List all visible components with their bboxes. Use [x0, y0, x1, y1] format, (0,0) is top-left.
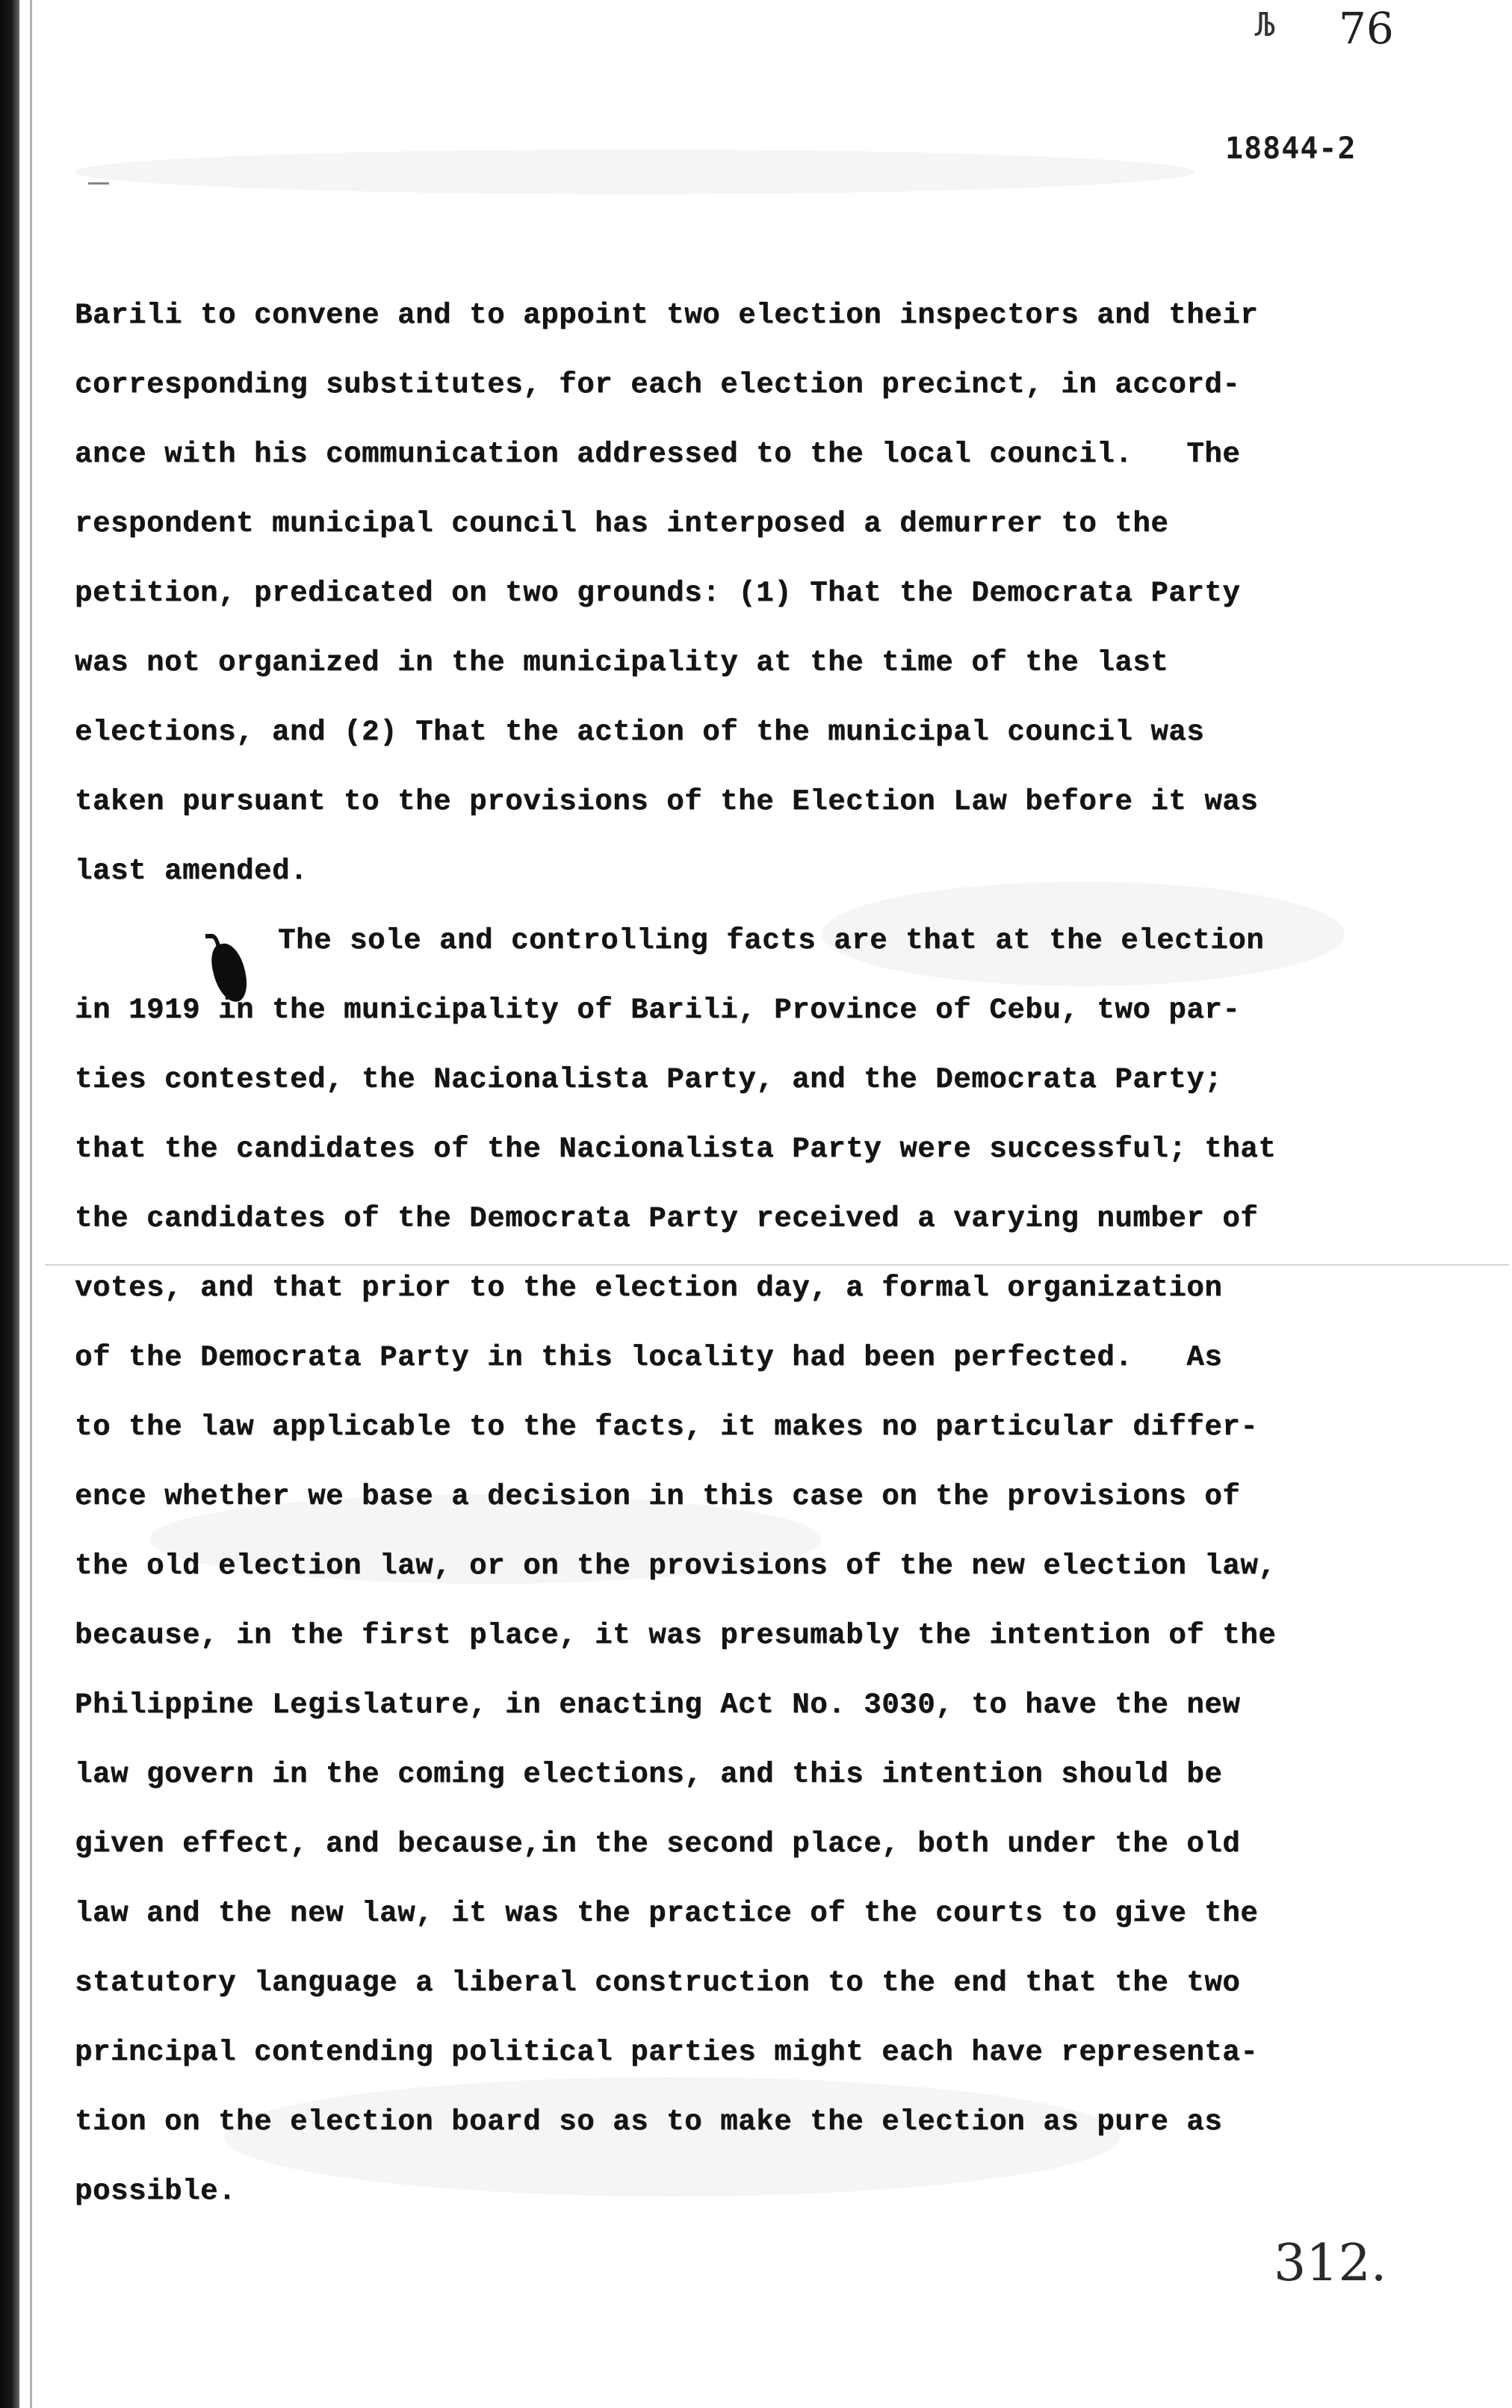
- text-line: law govern in the coming elections, and this intention should be: [75, 1758, 1223, 1791]
- text-line: Barili to convene and to appoint two election inspectors and their: [75, 299, 1259, 332]
- text-line: was not organized in the municipality at the time of the last: [75, 646, 1169, 679]
- text-line: principal contending political parties might each have representa-: [75, 2036, 1259, 2069]
- text-line: corresponding substitutes, for each election precinct, in accord-: [75, 368, 1241, 401]
- corner-mark: Љ: [1255, 6, 1275, 44]
- text-line: Philippine Legislature, in enacting Act No. 3030, to have the new: [75, 1689, 1241, 1721]
- scan-dark-edge: [0, 0, 19, 2408]
- text-line: ties contested, the Nacionalista Party, and the Democrata Party;: [75, 1063, 1223, 1096]
- document-number: 18844-2: [1225, 131, 1357, 166]
- text-line: because, in the first place, it was presumably the intention of the: [75, 1619, 1277, 1652]
- stamp-number: 312.: [1274, 2234, 1387, 2293]
- text-line: to the law applicable to the facts, it makes no particular differ-: [75, 1411, 1259, 1443]
- text-line: the old election law, or on the provisions of the new election law,: [75, 1550, 1277, 1582]
- document-body: [75, 281, 1479, 2226]
- text-line: ance with his communication addressed to the local council. The: [75, 438, 1241, 471]
- paragraph-2: [75, 906, 1479, 2226]
- text-line: The sole and controlling facts are that at the election: [278, 924, 1265, 957]
- text-line: tion on the election board so as to make the election as pure as: [75, 2105, 1223, 2138]
- text-line: that the candidates of the Nacionalista Party were successful; that: [75, 1133, 1277, 1166]
- text-line: given effect, and because,in the second place, both under the old: [75, 1827, 1241, 1860]
- text-line: possible.: [75, 2175, 237, 2208]
- paragraph-1: [75, 281, 1479, 906]
- text-line: statutory language a liberal construction to the end that the two: [75, 1966, 1241, 1999]
- scan-margin-line: [30, 0, 32, 2408]
- text-line: votes, and that prior to the election day, a formal organization: [75, 1272, 1223, 1304]
- text-line: the candidates of the Democrata Party received a varying number of: [75, 1202, 1259, 1235]
- text-line: in 1919 in the municipality of Barili, Province of Cebu, two par-: [75, 994, 1241, 1027]
- text-line: of the Democrata Party in this locality had been perfected. As: [75, 1341, 1223, 1374]
- scan-smudge: [75, 149, 1195, 194]
- text-line: elections, and (2) That the action of the municipal council was: [75, 716, 1205, 749]
- text-line: petition, predicated on two grounds: (1) That the Democrata Party: [75, 577, 1241, 610]
- text-line: ence whether we base a decision in this case on the provisions of: [75, 1480, 1241, 1513]
- page-number: 76: [1339, 3, 1394, 54]
- margin-tick: [88, 182, 109, 185]
- text-line: law and the new law, it was the practice of the courts to give the: [75, 1897, 1259, 1930]
- text-line: respondent municipal council has interposed a demurrer to the: [75, 507, 1169, 540]
- text-line: taken pursuant to the provisions of the Election Law before it was: [75, 785, 1259, 818]
- text-line: last amended.: [75, 855, 309, 888]
